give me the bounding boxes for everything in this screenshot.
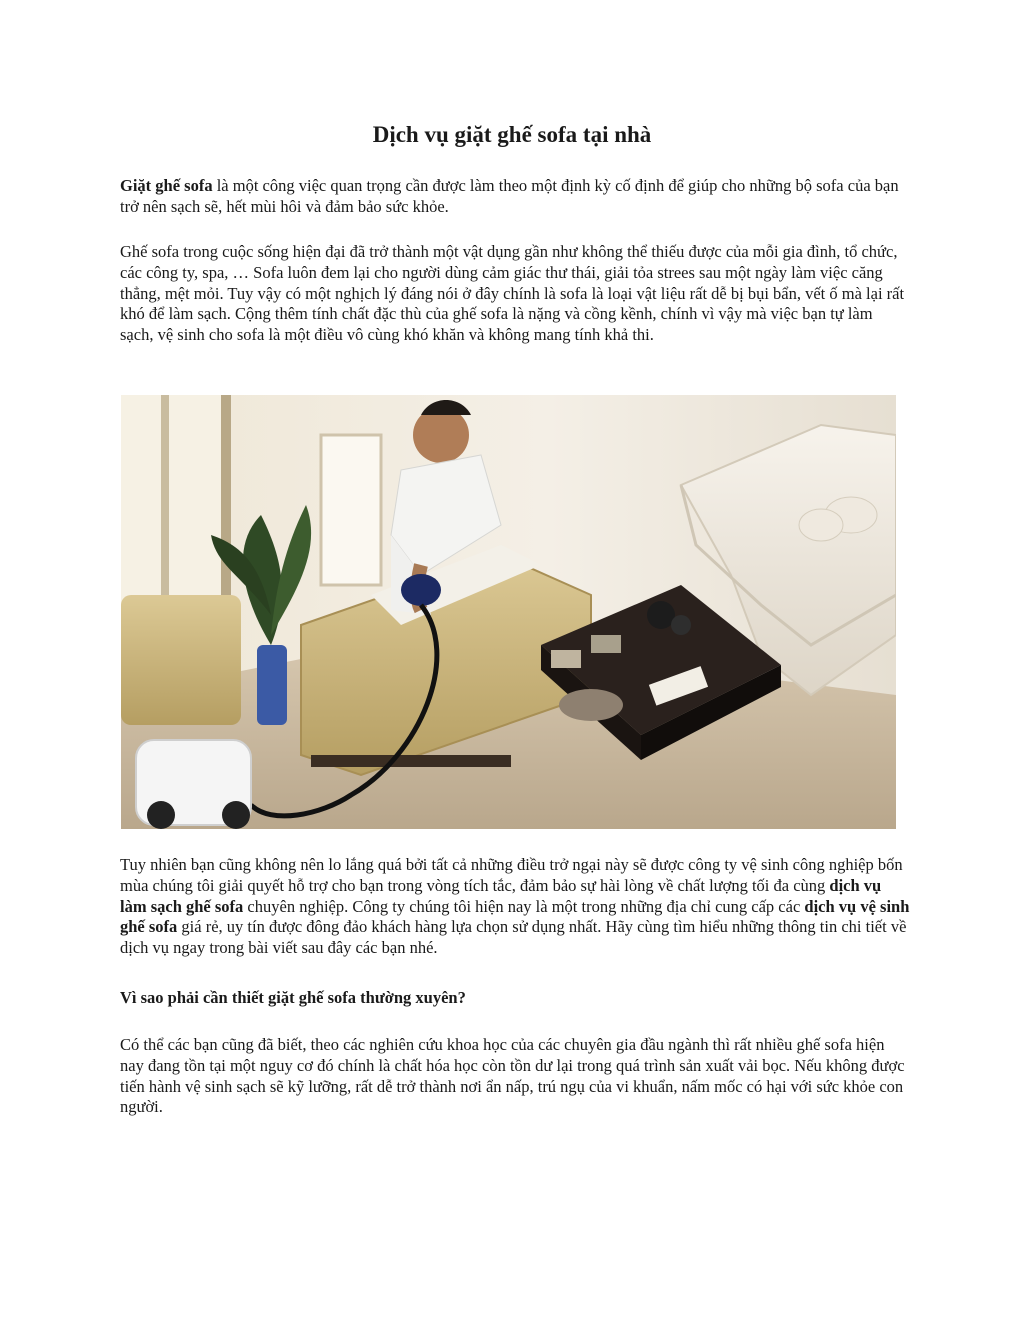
section-heading: Vì sao phải cần thiết giặt ghế sofa thường xuyên? xyxy=(120,988,466,1007)
service-intro-paragraph xyxy=(120,855,910,959)
service-text-c: chuyên nghiệp. Công ty chúng tôi hiện nay là một trong những địa chỉ cung cấp các xyxy=(243,896,805,916)
page-title: Dịch vụ giặt ghế sofa tại nhà xyxy=(372,122,652,147)
service-bold-link-2: dịch vụ vệ sinh ghế sofa xyxy=(120,896,910,937)
service-text-a: Tuy nhiên bạn cũng không nên lo lắng quá bởi tất cả những điều trở ngại này sẽ được công ty vệ sinh công nghiệp bốn mùa chúng tôi giải quyết hỗ trợ cho bạn trong vòng tích tắc, đảm bảo sự hài lòng về chất lượng tối đa cùng xyxy=(120,855,903,895)
sofa-importance-paragraph: Ghế sofa trong cuộc sống hiện đại đã trở thành một vật dụng gần như không thể thiếu được của mỗi gia đình, tổ chức, các công ty, spa, … Sofa luôn đem lại cho người dùng cảm giác thư thái, giải tỏa strees sau một ngày làm việc căng thẳng, mệt mỏi. Tuy vậy có một nghịch lý đáng nói ở đây chính là sofa là loại vật liệu rất dễ bị bụi bẩn, vết ố mà lại rất khó để làm sạch. Cộng thêm tính chất đặc thù của ghế sofa là nặng và cồng kềnh, chính vì vậy mà việc bạn tự làm sạch, vệ sinh cho sofa là một điều vô cùng khó khăn và không mang tính khả thi. xyxy=(120,242,905,345)
sofa-cleaning-photo xyxy=(121,395,896,829)
service-bold-link-1: dịch vụ làm sạch ghế sofa xyxy=(120,875,882,916)
intro-paragraph xyxy=(120,176,910,218)
service-text-d: giá rẻ, uy tín được đông đảo khách hàng lựa chọn sử dụng nhất. Hãy cùng tìm hiểu những thông tin chi tiết về dịch vụ ngay trong bài viết sau đây các bạn nhé. xyxy=(120,917,907,958)
reason-paragraph: Có thể các bạn cũng đã biết, theo các nghiên cứu khoa học của các chuyên gia đầu ngành thì rất nhiều ghế sofa hiện nay đang tồn tại một nguy cơ đó chính là chất hóa học còn tồn dư lại trong quá trình sản xuất vải bọc. Nếu không được tiến hành vệ sinh sạch sẽ kỹ lưỡng, rất dễ trở thành nơi ẩn nấp, trú ngụ của vi khuẩn, nấm mốc có hại với sức khỏe con người. xyxy=(120,1035,905,1117)
intro-text: là một công việc quan trọng cần được làm theo một định kỳ cố định để giúp cho những bộ sofa của bạn trở nên sạch sẽ, hết mùi hôi và đảm bảo sức khỏe. xyxy=(120,176,899,216)
intro-bold-term: Giặt ghế sofa xyxy=(120,176,213,195)
